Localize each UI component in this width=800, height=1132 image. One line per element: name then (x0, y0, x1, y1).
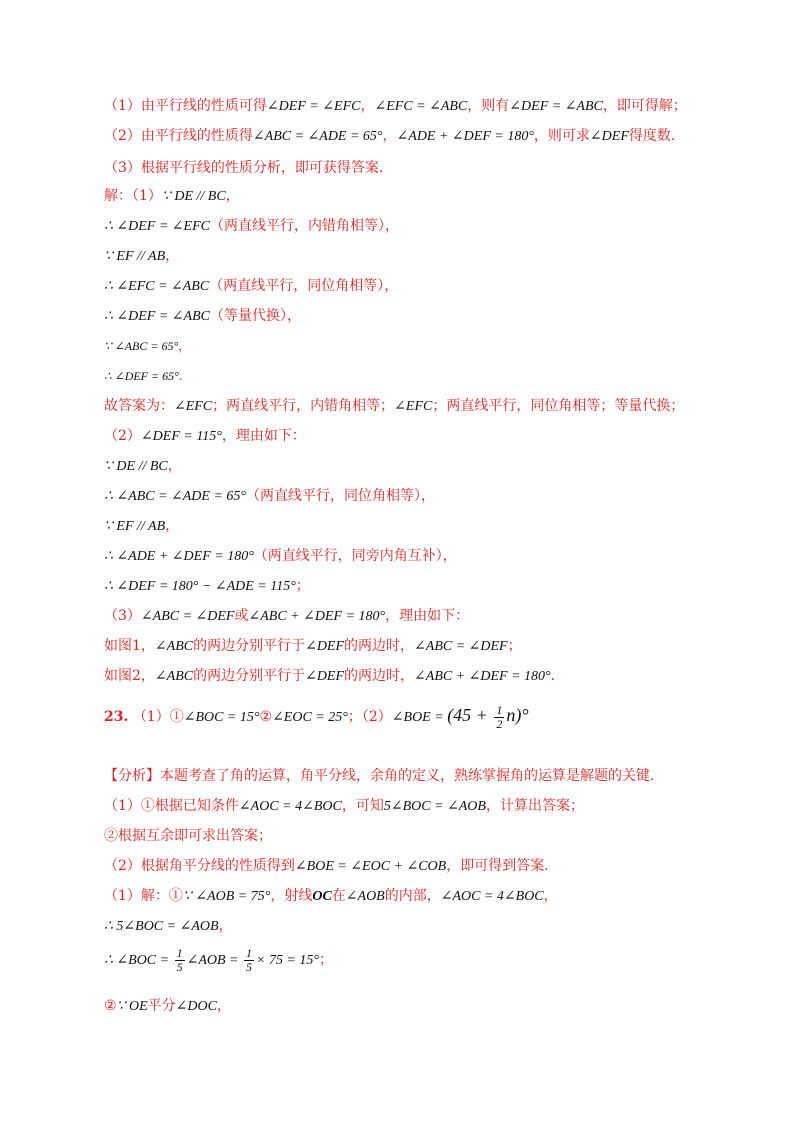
math-expr: × 75 = 15° (256, 953, 319, 968)
fraction (244, 947, 254, 974)
solution-line (104, 336, 740, 356)
text: （2） (104, 428, 141, 444)
fraction-denominator: 5 (246, 959, 252, 974)
solution-line (104, 666, 740, 687)
solution-line (104, 606, 740, 627)
text: . (550, 668, 556, 684)
solution-line (104, 246, 740, 267)
solution-line (104, 516, 740, 537)
math-expr: ∴ ∠DEF = 180° − ∠ADE = 115° (104, 579, 296, 594)
math-expr: ∴ ∠DEF = ∠EFC (104, 219, 210, 234)
solution-line (104, 306, 740, 327)
solution-line (104, 886, 740, 907)
math-expr: ∠ABC = ∠DEF (140, 609, 235, 624)
text: （两直线平行，内错角相等）， (209, 218, 399, 234)
fraction (494, 704, 504, 731)
math-expr: ∠ABC = ∠DEF (414, 639, 508, 654)
solution-line (104, 186, 740, 207)
text: ； (507, 638, 522, 654)
math-expr: ∠AOB (345, 889, 385, 904)
math-expr: ∠ADE + ∠DEF = 180° (396, 129, 534, 144)
text: ；两直线平行，同位角相等；等量代换； (432, 398, 685, 414)
math-expr: ∠DEF = ∠EFC (266, 99, 361, 114)
math-expr: ∠ABC + ∠DEF = 180° (248, 609, 386, 624)
text: ， (543, 888, 558, 904)
math-expr: ∠ABC + ∠DEF = 180° (414, 669, 551, 684)
analysis-line-1 (104, 96, 740, 117)
math-expr: OC (312, 889, 332, 904)
math-expr: ∠EFC = ∠ABC (374, 99, 468, 114)
analysis-line (104, 856, 740, 877)
math-expr: ∠EFC (174, 399, 213, 414)
fraction (175, 947, 185, 974)
text: ， (225, 188, 240, 204)
fraction-denominator: 5 (176, 959, 183, 974)
math-expr: ∴ 5∠BOC = ∠AOB (104, 919, 219, 934)
text: ；（2） (347, 709, 392, 725)
math-expr: ∠DEF = 115° (140, 429, 222, 444)
math-expr: ∠AOC = 4∠BOC (238, 799, 342, 814)
text: 故答案为： (104, 398, 174, 414)
solution-line (104, 276, 740, 297)
text: ，理由如下： (221, 428, 306, 444)
text: ，即可得到答案. (446, 858, 549, 874)
text: ② (104, 998, 117, 1014)
text: （2）由平行线的性质得 (104, 128, 253, 144)
math-expr: ∠DEF = ∠ABC (509, 99, 603, 114)
math-expr: ∠DEF (589, 129, 629, 144)
math-expr: ∴ ∠EFC = ∠ABC (104, 279, 210, 294)
math-expr: n)° (506, 705, 529, 725)
math-expr: ∵ ∠ABC = 65° (104, 339, 179, 353)
question-number: 23. (104, 709, 129, 725)
solution-line (104, 456, 740, 477)
math-expr: ∠ABC (154, 669, 194, 684)
question-23-answer (104, 700, 740, 733)
math-expr: ∠AOB = (186, 953, 242, 968)
math-expr: ∴ ∠BOC = (104, 953, 173, 968)
text: . (178, 369, 183, 383)
text: ， (216, 998, 231, 1014)
text: （3） (104, 608, 141, 624)
solution-line (104, 944, 740, 977)
math-expr: ∴ ∠ADE + ∠DEF = 180° (104, 549, 254, 564)
math-expr: ∴ ∠DEF = 65° (104, 369, 179, 383)
text: ； (319, 952, 333, 968)
solution-line (104, 996, 740, 1017)
math-expr: ∵ EF // AB (104, 249, 166, 264)
text: 的内部， (384, 888, 441, 904)
text: 的两边分别平行于 (193, 638, 306, 654)
analysis-line: ②根据互余即可求出答案； (104, 828, 272, 844)
text: ，则可求 (533, 128, 590, 144)
text: （两直线平行，同位角相等）， (246, 488, 436, 504)
text: （2）根据角平分线的性质得到 (104, 858, 295, 874)
math-expr: ∠BOE = (391, 710, 448, 725)
text: （1）解：① (104, 888, 183, 904)
text: ，射线 (270, 888, 313, 904)
text: 的两边分别平行于 (193, 668, 306, 684)
text: （两直线平行，同旁内角互补）， (253, 548, 457, 564)
text: ② (259, 709, 273, 725)
math-expr: ∠ABC (154, 639, 194, 654)
solution-line (104, 216, 740, 237)
math-expr: ∠DEF (305, 669, 345, 684)
analysis-line-2 (104, 126, 740, 147)
text: 得度数. (628, 128, 676, 144)
fraction-numerator: 1 (176, 945, 183, 960)
text: ， (165, 518, 180, 534)
text: ，理由如下： (385, 608, 470, 624)
solution-line (104, 426, 740, 447)
math-expr: ∴ ∠ABC = ∠ADE = 65° (104, 489, 247, 504)
answer-line (104, 396, 740, 417)
analysis-heading: 【分析】本题考查了角的运算，角平分线，余角的定义，熟练掌握角的运算是解题的关键. (104, 768, 655, 784)
math-expr: ∠DOC (175, 999, 217, 1014)
math-expr: ∵ OE (116, 999, 148, 1014)
math-expr: ∵ ∠AOB = 75° (182, 889, 271, 904)
text: ， (360, 98, 375, 114)
text: ； (295, 578, 310, 594)
text: （两直线平行，同位角相等）， (209, 278, 399, 294)
text: ， (382, 128, 397, 144)
analysis-line-3: （3）根据平行线的性质分析，即可获得答案. (104, 160, 384, 176)
text: ， (167, 458, 182, 474)
text: （1）① (132, 709, 184, 725)
math-expr: ∴ ∠DEF = ∠ABC (104, 309, 210, 324)
text: ，可知 (341, 798, 384, 814)
text: （1）①根据已知条件 (104, 798, 239, 814)
solution-line (104, 916, 740, 937)
text: 解：（1） (104, 188, 162, 204)
math-expr: (45 + (447, 705, 493, 725)
fraction-numerator: 1 (496, 702, 503, 717)
text: ，计算出答案； (485, 798, 584, 814)
math-expr: ∵ EF // AB (104, 519, 166, 534)
math-expr: ∠EOC = 25° (272, 710, 348, 725)
math-expr: ∠BOE = ∠EOC + ∠COB (294, 859, 447, 874)
text: 的两边时， (344, 668, 415, 684)
text: 的两边时， (344, 638, 415, 654)
text: 如图1， (104, 638, 155, 654)
analysis-line (104, 796, 740, 817)
math-expr: ∵ DE // BC (161, 189, 226, 204)
text: ， (178, 339, 191, 353)
text: 在 (331, 888, 346, 904)
math-expr: 5∠BOC = ∠AOB (383, 799, 486, 814)
solution-line (104, 636, 740, 657)
solution-line (104, 486, 740, 507)
math-expr: ∠EFC (394, 399, 433, 414)
math-expr: ∵ DE // BC (104, 459, 168, 474)
text: （1）由平行线的性质可得 (104, 98, 267, 114)
text: 或 (234, 608, 249, 624)
fraction-numerator: 1 (246, 945, 252, 960)
math-expr: ∠AOC = 4∠BOC (440, 889, 544, 904)
text: （等量代换）， (209, 308, 301, 324)
text: 平分 (147, 998, 176, 1014)
math-expr: ∠ABC = ∠ADE = 65° (252, 129, 383, 144)
text: ；两直线平行，内错角相等； (212, 398, 395, 414)
text: ， (218, 918, 233, 934)
solution-line (104, 546, 740, 567)
solution-line (104, 366, 740, 386)
text: ，则有 (467, 98, 510, 114)
math-expr: ∠DEF (305, 639, 345, 654)
solution-line (104, 576, 740, 597)
math-expr: ∠BOC = 15° (183, 710, 260, 725)
text: 如图2， (104, 668, 155, 684)
fraction-denominator: 2 (496, 716, 503, 731)
text: ，即可得解； (602, 98, 687, 114)
text: ， (165, 248, 180, 264)
